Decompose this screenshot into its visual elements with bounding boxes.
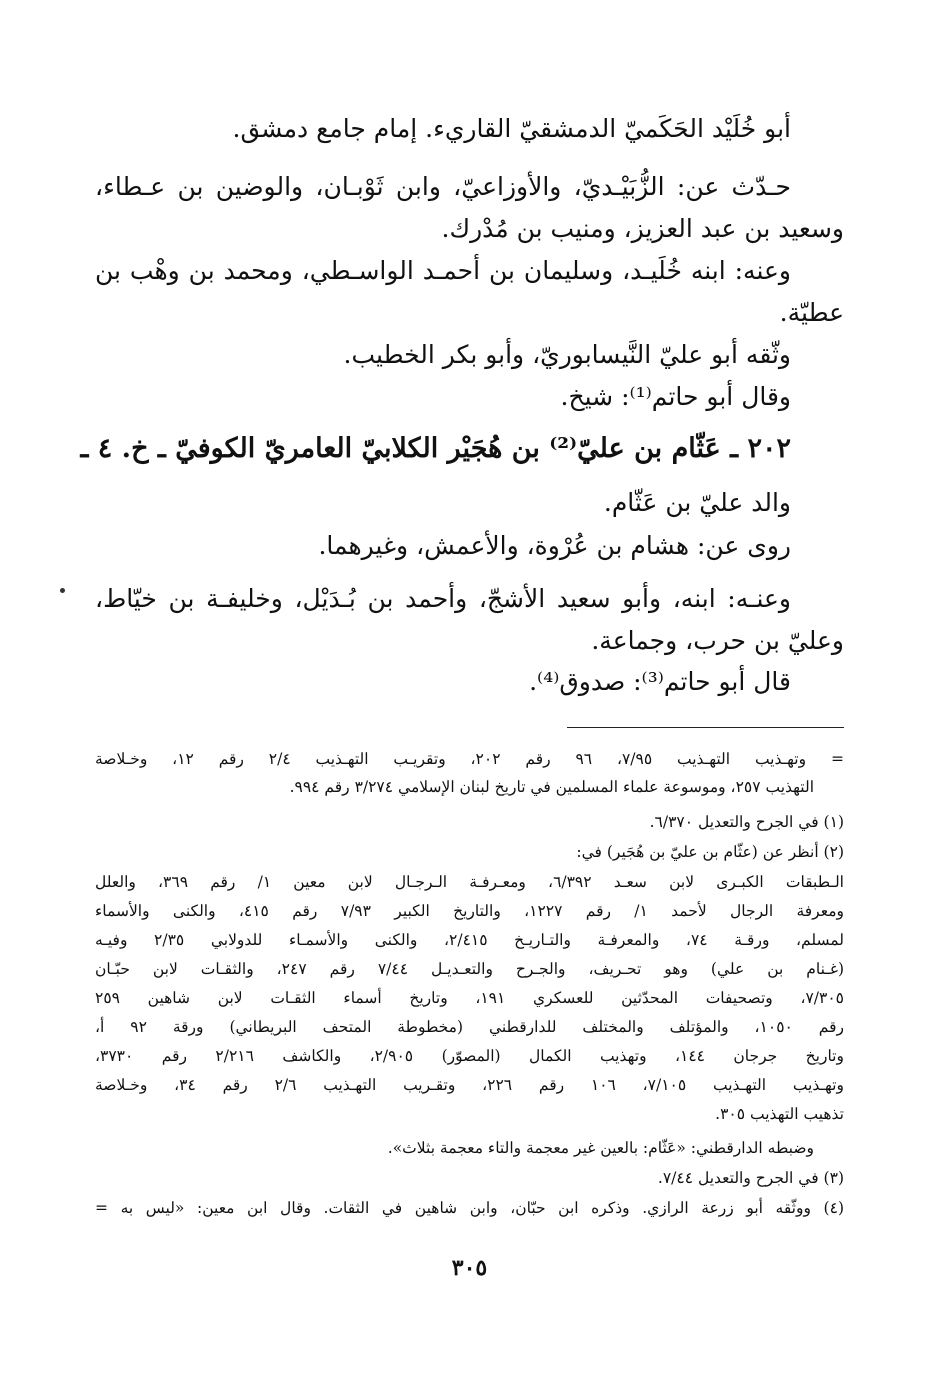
footnote-line-12: وتهـذيب التهـذيب ٧/١٠٥، ١٠٦ رقم ٢٢٦، وتقـريب التهـذيب ٢/٦ رقم ٣٤، وخـلاصة [95,1076,844,1094]
main-line-1: أبو خُلَيْد الحَكَميّ الدمشقيّ القاريء. إمام جامع دمشق. [232,114,791,143]
page-number: ٣٠٥ [451,1255,488,1281]
main-line-12: وعليّ بن حرب، وجماعة. [591,626,844,655]
main-line-13: قال أبو حاتم⁽³⁾: صدوق⁽⁴⁾. [529,667,791,696]
footnote-line-5: الـطبقات الكبـرى لابن سعـد ٦/٣٩٢، ومعـرفـة الـرجـال لابن معين ١/ رقم ٣٦٩، والعلل [95,873,844,891]
footnote-separator [567,727,844,728]
margin-dot [60,588,65,593]
main-line-4: وعنه: ابنه خُلَيـد، وسليمان بن أحمـد الواسـطي، ومحمد بن وهْب بن [95,256,791,285]
footnote-line-10: رقم ١٠٥٠، والمؤتلف والمختلف للدارقطني (مخطوطة المتحف البريطاني) ورقة ٩٢ أ، [95,1018,844,1036]
footnote-line-16: (٤) ووثّقه أبو زرعة الرازي. وذكره ابن حبّان، وابن شاهين في الثقات. وقال ابن معين: «ليس به = [95,1199,844,1217]
footnote-line-3: (١) في الجرح والتعديل ٦/٣٧٠. [649,813,844,831]
footnote-line-13: تذهيب التهذيب ٣٠٥. [715,1105,844,1123]
main-line-10: روى عن: هشام بن عُرْوة، والأعمش، وغيرهما. [318,531,791,560]
main-line-3: وسعيد بن عبد العزيز، ومنيب بن مُدْرك. [441,214,844,243]
footnote-line-4: (٢) أنظر عن (عثّام بن عليّ بن هُجَير) في: [576,843,844,861]
main-line-9: والد عليّ بن عَثّام. [603,488,791,517]
entry-heading: ٢٠٢ ـ عَثّام بن عليّ⁽²⁾ بن هُجَيْر الكلابيّ العامريّ الكوفيّ ـ خ. ٤ ـ [80,433,791,464]
footnote-line-8: (غـنام بن علي) وهو تحـريف، والجـرح والتعـديـل ٧/٤٤ رقم ٢٤٧، والثقـات لابن حبّـان [95,960,844,978]
main-line-11: وعنـه: ابنه، وأبو سعيد الأشجّ، وأحمد بن بُـدَيْل، وخليفـة بن خيّاط، [95,584,791,613]
footnote-line-9: ٧/٣٠٥، وتصحيفات المحدّثين للعسكري ١٩١، وتاريخ أسماء الثقـات لابن شاهين ٢٥٩ [95,989,844,1007]
footnote-line-11: وتاريخ جرجان ١٤٤، وتهذيب الكمال (المصوّر) ٢/٩٠٥، والكاشف ٢/٢١٦ رقم ٣٧٣٠، [95,1047,844,1065]
main-line-6: وثّقه أبو عليّ النَّيسابوريّ، وأبو بكر الخطيب. [343,340,791,369]
footnote-line-2: التهذيب ٢٥٧، وموسوعة علماء المسلمين في تاريخ لبنان الإسلامي ٣/٢٧٤ رقم ٩٩٤. [289,778,814,796]
footnote-line-14: وضبطه الدارقطني: «عَثّام: بالعين غير معجمة والتاء معجمة بثلاث». [387,1139,814,1157]
footnote-line-6: ومعرفة الرجال لأحمد ١/ رقم ١٢٢٧، والتاريخ الكبير ٧/٩٣ رقم ٤١٥، والكنى والأسماء [95,902,844,920]
main-line-7: وقال أبو حاتم⁽¹⁾: شيخ. [560,382,791,411]
footnote-line-15: (٣) في الجرح والتعديل ٧/٤٤. [657,1169,844,1187]
main-line-5: عطيّة. [779,298,844,327]
main-line-2: حـدّث عن: الزُّبَيْـديّ، والأوزاعيّ، وابن ثَوْبـان، والوضين بن عـطاء، [95,172,791,201]
footnote-line-1: = وتهـذيب التهـذيب ٧/٩٥، ٩٦ رقم ٢٠٢، وتقريـب التهـذيب ٢/٤ رقم ١٢، وخـلاصة [95,750,844,768]
footnote-line-7: لمسلم، ورقـة ٧٤، والمعرفـة والتـاريـخ ٢/٤١٥، والكنى والأسمـاء للدولابي ٢/٣٥ وفيـه [95,931,844,949]
